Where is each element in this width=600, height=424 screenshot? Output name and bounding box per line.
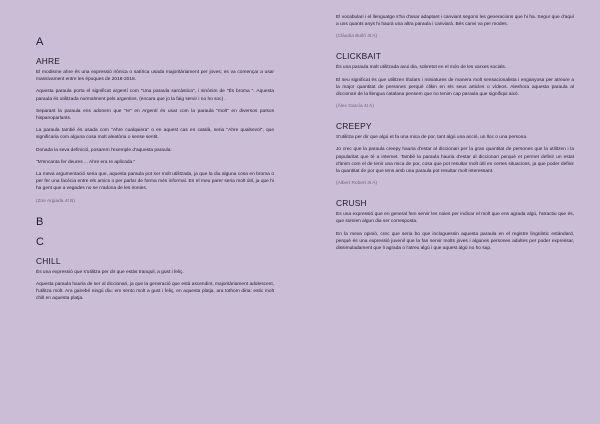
letter-heading-a: A xyxy=(36,36,44,48)
letter-heading-b: B xyxy=(36,215,44,228)
entry-paragraph: S'utilitza per dir que algú et fa una mica de por, tant algú una acció, un lloc o una persona. xyxy=(336,135,528,141)
author-signature: (Albert Robert 4t A) xyxy=(336,181,378,187)
entry-paragraph: El vocabulari i el llenguatge s'ha d'anar adaptant i canviant segons les generacions que hi ha. Segur que d'aquí a uns quants anys hi haurà una altra paraula i canviarà. Bés canvi va per modes. xyxy=(336,15,574,28)
entry-paragraph: El seu significat és que utilitzen títulars i miniatures de manera molt sensacionalista i enganyosa per atreure a la major quantitat de persones perquè clikin en els seus articles o vídeos. Aleshora aquesta paraula al diccionari de la llengua catalana pensem que no tenim cap paraula que signifiqui això. xyxy=(336,77,574,98)
entry-term: CREEPY xyxy=(336,121,372,132)
entry-creepy xyxy=(336,121,574,187)
entry-term: CRUSH xyxy=(336,198,367,209)
right-page xyxy=(336,14,574,257)
left-page xyxy=(36,36,274,307)
entry-term: CHILL xyxy=(36,255,61,266)
entry-paragraph: Aquesta paraula hauria de ser al diccionari, ja que la generació que està ascendint, majoritàriament adolescent, l'utilitza molt. Ara gairebé ningú diu: em sento molt a gust i feliç, en aquesta platja, ara tothom diria: estic molt chill en aquesta platja. xyxy=(36,281,274,302)
entry-chill-continued xyxy=(336,14,574,40)
entry-chill xyxy=(36,256,274,303)
entry-paragraph: Aquesta paraula porta el significat argentí com "Una paraula sarcàstica", i sinònim de "És broma ". Aquesta paraula és utilitzada normalment pels argentins, (encara que jo la faig servir i no ho soc) . xyxy=(36,89,274,102)
entry-clickbait xyxy=(336,51,574,110)
entry-paragraph: El modisme ahre és una expressió irònica o satírica usada majoritàriament per joves; es va començar a usar massivament entre les èpoques de 2016-2018. xyxy=(36,70,274,83)
entry-crush xyxy=(336,198,574,252)
author-signature: (Clàudia Bulló 4t A) xyxy=(336,34,378,40)
entry-paragraph: Donada la seva definició, posarem l'exemple d'aquesta paraula: xyxy=(36,147,172,153)
entry-paragraph: La meva argumentació seria que, aquesta paraula pot ser molt utilitzada, ja que la diu alguna cosa en broma o per fer una facècia entre els amics o per parlar de forma més informal. En el meu parer seria molt útil, ja que hi ha gent que a vegades no se n'adona de les ironies. xyxy=(36,172,274,192)
author-signature: (Zoe Argiada 4t B) xyxy=(36,198,75,204)
author-signature: (Àlex García 4t A) xyxy=(336,104,374,110)
entry-paragraph: Es una expressió que en general fem servir les noies per indicar el molt que ens agrada algú, l'atractiu que és, que somien algun dia ser correspostа. xyxy=(336,212,574,225)
entry-ahre xyxy=(36,56,274,205)
entry-term: AHRE xyxy=(36,56,61,66)
entry-paragraph: En la meva opinió, crec que seria bo que incloguessin aquesta paraula en el registre lingüístic estàndard, perquè és una expressió juvenil que la fan servir molts joves i algunes persones adultes per poder expressar, dissimuladament que li agrada o l'atreu algú i que aquest algú no ho sap. xyxy=(336,231,574,252)
letter-heading-c: C xyxy=(36,235,45,248)
entry-paragraph: És una paraula molt utilitzada avui dia, sobretot en el món de les xarxes socials. xyxy=(336,65,507,71)
entry-paragraph: La paraula també és usada com "Ahre cualquiera" o en aquest cas en català, seria "Ahre qualsevol", que significaria com alguna cosa molt aleatòria o sense sentit. xyxy=(36,128,274,141)
entry-paragraph: És una expressió que s'utilitza per dir que estàs tranquil, a gust i feliç. xyxy=(36,269,184,275)
entry-paragraph: "M'encanta fer deures ... Ahre era re aplicada." xyxy=(36,159,136,165)
entry-paragraph: Separant la paraula ens adonem que "re" en Argentí és usat com la paraula "molt" en diversos països hispanoparlants. xyxy=(36,108,274,122)
entry-paragraph: Jo crec que la paraula creepy hauria d'estar al diccionari per la gran quantitat de persones que la utilitzen i la popularitat que té a internet. També la paraula hauria d'estar al diccionari perquè et permet definir un estat d'ànim com el de tenir una mica de por, cosa que pot resultar molt útil en certes situacions, ja que poder definir la quantitat de por que tens amb una paraula pot resultar molt interessant. xyxy=(336,147,574,175)
entry-term: CLICKBAIT xyxy=(336,51,382,62)
